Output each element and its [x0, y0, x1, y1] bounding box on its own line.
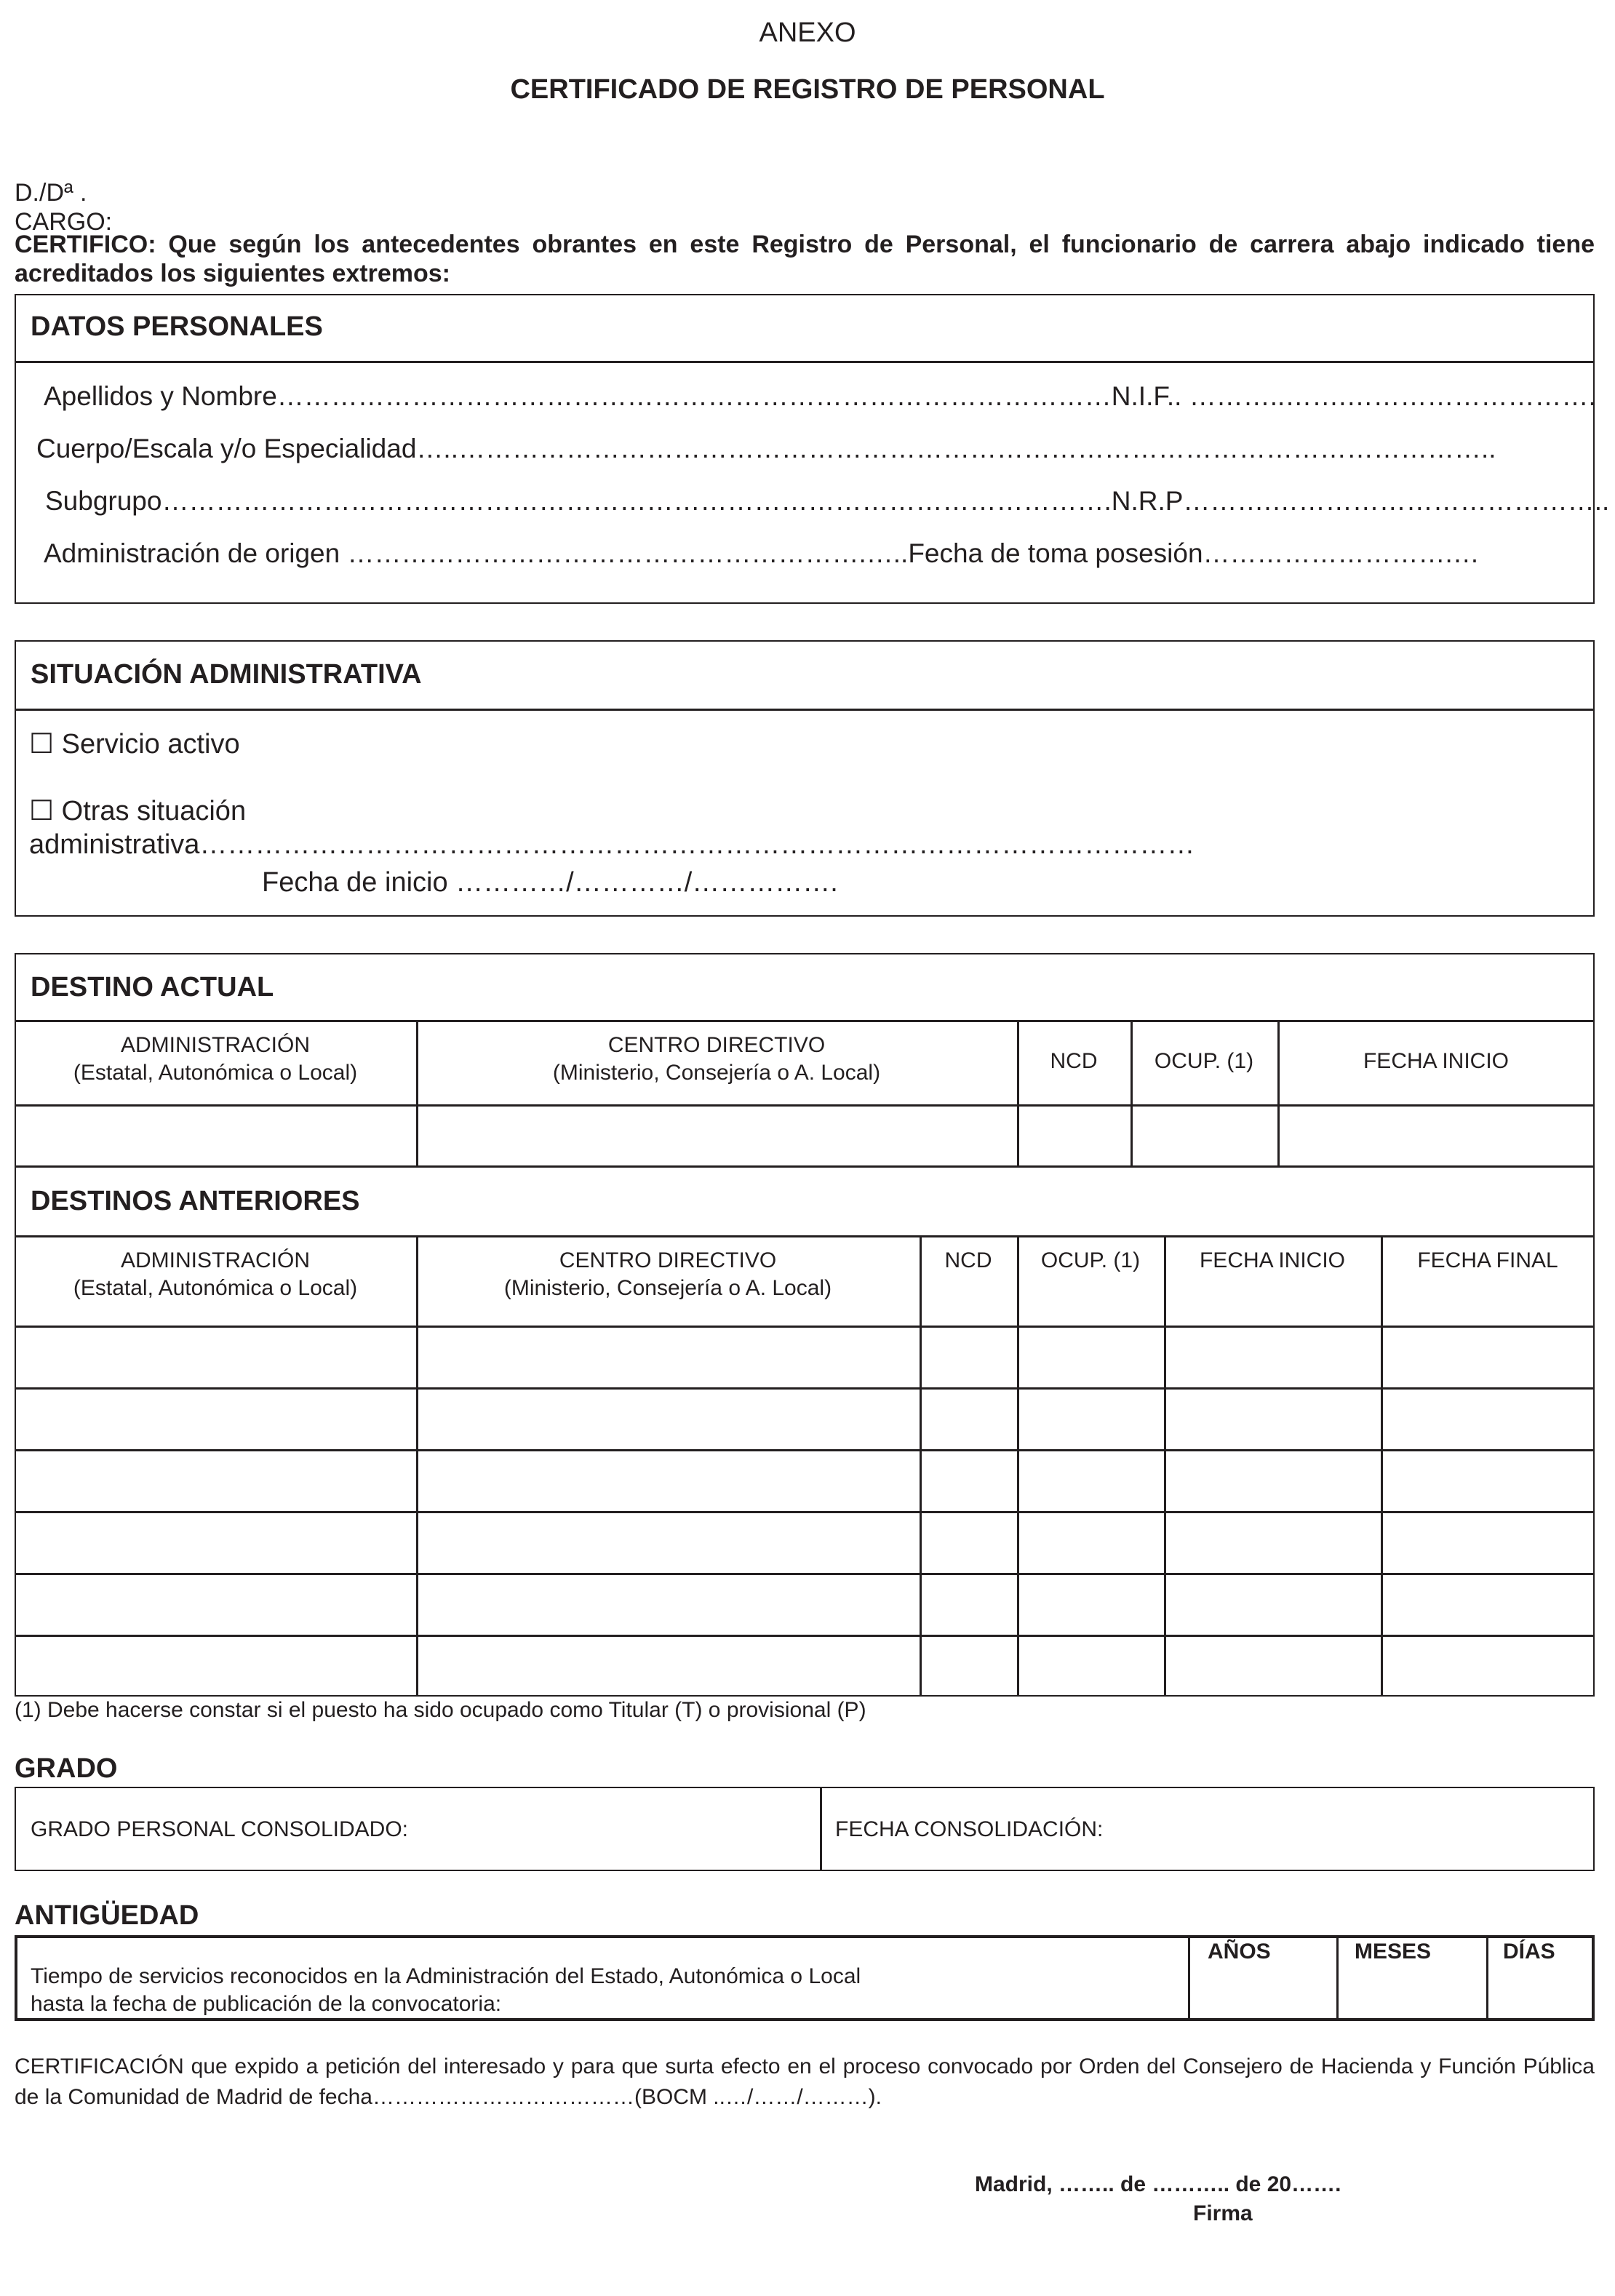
grado-heading: GRADO	[15, 1753, 118, 1784]
column-title: FECHA INICIO	[1363, 1049, 1510, 1073]
cuerpo-field[interactable]: Cuerpo/Escala y/o Especialidad…..……………………………………………………………………………………………………..	[36, 434, 1496, 463]
table-cell[interactable]	[15, 1387, 416, 1449]
column-title: CENTRO DIRECTIVO	[607, 1033, 826, 1057]
admin-origen-field[interactable]: Administración de origen ………………………………………………….…..Fecha de toma posesión……………………….…	[44, 538, 1480, 568]
table-cell[interactable]	[1381, 1326, 1595, 1387]
table-cell[interactable]	[1017, 1326, 1164, 1387]
table-cell[interactable]	[1381, 1635, 1595, 1697]
column-title: FECHA FINAL	[1417, 1248, 1558, 1272]
table-cell[interactable]	[416, 1326, 920, 1387]
column-title: FECHA INICIO	[1199, 1248, 1346, 1272]
servicio-activo-label: Servicio activo	[61, 729, 240, 760]
table-cell[interactable]	[920, 1511, 1017, 1573]
table-cell[interactable]	[1164, 1635, 1381, 1697]
table-cell[interactable]	[920, 1387, 1017, 1449]
column-header	[920, 1247, 1017, 1275]
table-cell[interactable]	[1017, 1635, 1164, 1697]
table-cell[interactable]	[1017, 1104, 1130, 1167]
divider	[1336, 1935, 1339, 2021]
grado-personal-field[interactable]: GRADO PERSONAL CONSOLIDADO:	[31, 1817, 408, 1841]
antiguedad-text-1: Tiempo de servicios reconocidos en la Administración del Estado, Autonómica o Local	[31, 1964, 861, 1988]
datos-heading: DATOS PERSONALES	[31, 311, 323, 342]
table-cell[interactable]	[1381, 1511, 1595, 1573]
column-title: NCD	[1050, 1049, 1098, 1073]
table-cell[interactable]	[1164, 1387, 1381, 1449]
table-cell[interactable]	[1164, 1326, 1381, 1387]
table-cell[interactable]	[15, 1573, 416, 1635]
column-subtitle: (Ministerio, Consejería o A. Local)	[503, 1276, 832, 1300]
cargo-label: CARGO:	[15, 208, 113, 236]
column-title: OCUP. (1)	[1154, 1049, 1254, 1073]
subgrupo-field[interactable]: Subgrupo…………………………………………………………………………………………….N.R.P……….………………………………..	[45, 486, 1610, 516]
annex-title: ANEXO	[759, 17, 856, 48]
certificacion-paragraph: CERTIFICACIÓN que expido a petición del interesado y para que surta efecto en el proceso convocado por Orden del Consejero de Hacienda y Función Pública de la Comunidad de Madrid de fecha………………………………(BOCM ..…/……/………).	[15, 2054, 1595, 2109]
otras-situacion-option[interactable]	[29, 794, 246, 827]
column-header	[1017, 1247, 1164, 1275]
column-title: ADMINISTRACIÓN	[120, 1248, 310, 1272]
dias-column: DÍAS	[1503, 1940, 1555, 1964]
footnote: (1) Debe hacerse constar si el puesto ha sido ocupado como Titular (T) o provisional (P)	[15, 1698, 866, 1722]
table-cell[interactable]	[920, 1635, 1017, 1697]
column-header	[416, 1247, 920, 1302]
table-cell[interactable]	[15, 1511, 416, 1573]
certifico-label: CERTIFICO:	[15, 231, 156, 258]
divider	[1486, 1935, 1488, 2021]
column-header	[416, 1032, 1017, 1087]
destinos-anteriores-heading: DESTINOS ANTERIORES	[31, 1186, 360, 1216]
name-label: D./Dª .	[15, 179, 87, 207]
table-cell[interactable]	[1164, 1573, 1381, 1635]
situacion-heading: SITUACIÓN ADMINISTRATIVA	[31, 659, 422, 690]
column-header	[15, 1247, 416, 1302]
column-title: OCUP. (1)	[1040, 1248, 1141, 1272]
table-cell[interactable]	[1164, 1511, 1381, 1573]
table-cell[interactable]	[15, 1104, 416, 1167]
table-cell[interactable]	[1381, 1573, 1595, 1635]
page-title: CERTIFICADO DE REGISTRO DE PERSONAL	[510, 74, 1105, 105]
divider	[1188, 1935, 1190, 2021]
fecha-inicio-field[interactable]: Fecha de inicio …………/…………/…………….	[262, 867, 838, 898]
table-cell[interactable]	[15, 1326, 416, 1387]
table-cell[interactable]	[416, 1104, 1017, 1167]
place-date-line[interactable]: Madrid, …….. de ……….. de 20…….	[975, 2172, 1341, 2196]
table-cell[interactable]	[416, 1511, 920, 1573]
antiguedad-heading: ANTIGÜEDAD	[15, 1900, 199, 1931]
table-cell[interactable]	[1130, 1104, 1277, 1167]
column-header	[1017, 1048, 1130, 1075]
divider	[15, 1165, 1595, 1168]
table-cell[interactable]	[1381, 1449, 1595, 1511]
signature-label: Firma	[1193, 2201, 1253, 2225]
column-header	[1164, 1247, 1381, 1275]
table-cell[interactable]	[1381, 1387, 1595, 1449]
column-header	[1381, 1247, 1595, 1275]
table-cell[interactable]	[15, 1635, 416, 1697]
table-cell[interactable]	[920, 1573, 1017, 1635]
table-cell[interactable]	[416, 1635, 920, 1697]
table-cell[interactable]	[920, 1326, 1017, 1387]
apellidos-field[interactable]: Apellidos y Nombre…………………………………………………………………………………N.I.F.. ………..…….……………………….	[44, 381, 1596, 411]
divider	[820, 1787, 822, 1871]
table-cell[interactable]	[1017, 1573, 1164, 1635]
table-cell[interactable]	[1017, 1511, 1164, 1573]
otras-situacion-field[interactable]: administrativa………………………………………………………………………………………………	[29, 829, 1195, 860]
column-subtitle: (Ministerio, Consejería o A. Local)	[552, 1061, 881, 1085]
column-title: CENTRO DIRECTIVO	[559, 1248, 777, 1272]
antiguedad-text-2: hasta la fecha de publicación de la convocatoria:	[31, 1992, 502, 2016]
column-header	[15, 1032, 416, 1087]
divider	[15, 1235, 1595, 1237]
table-cell[interactable]	[15, 1449, 416, 1511]
table-cell[interactable]	[1017, 1387, 1164, 1449]
fecha-consolidacion-field[interactable]: FECHA CONSOLIDACIÓN:	[835, 1817, 1104, 1841]
column-header	[1277, 1048, 1595, 1075]
table-cell[interactable]	[920, 1449, 1017, 1511]
table-cell[interactable]	[1017, 1449, 1164, 1511]
servicio-activo-option[interactable]	[29, 728, 240, 760]
otras-situacion-label: Otras situación	[61, 796, 247, 826]
column-title: ADMINISTRACIÓN	[120, 1033, 310, 1057]
divider	[15, 709, 1595, 711]
divider	[15, 361, 1595, 363]
column-subtitle: (Estatal, Autonómica o Local)	[73, 1061, 358, 1085]
divider	[15, 1020, 1595, 1022]
table-cell[interactable]	[1164, 1449, 1381, 1511]
table-cell[interactable]	[416, 1449, 920, 1511]
meses-column: MESES	[1355, 1940, 1432, 1964]
column-subtitle: (Estatal, Autonómica o Local)	[73, 1276, 358, 1300]
certifico-paragraph	[15, 230, 1595, 288]
checkbox-icon[interactable]: ☐	[29, 729, 55, 760]
column-header	[1130, 1048, 1277, 1075]
certifico-text: Que según los antecedentes obrantes en este Registro de Personal, el funcionario de carrera abajo indicado tiene acreditados los siguientes extremos:	[15, 231, 1595, 287]
destino-actual-heading: DESTINO ACTUAL	[31, 972, 274, 1002]
table-cell[interactable]	[416, 1387, 920, 1449]
anos-column: AÑOS	[1208, 1940, 1271, 1964]
column-title: NCD	[944, 1248, 992, 1272]
table-cell[interactable]	[416, 1573, 920, 1635]
table-cell[interactable]	[1277, 1104, 1595, 1167]
checkbox-icon[interactable]: ☐	[29, 796, 55, 826]
